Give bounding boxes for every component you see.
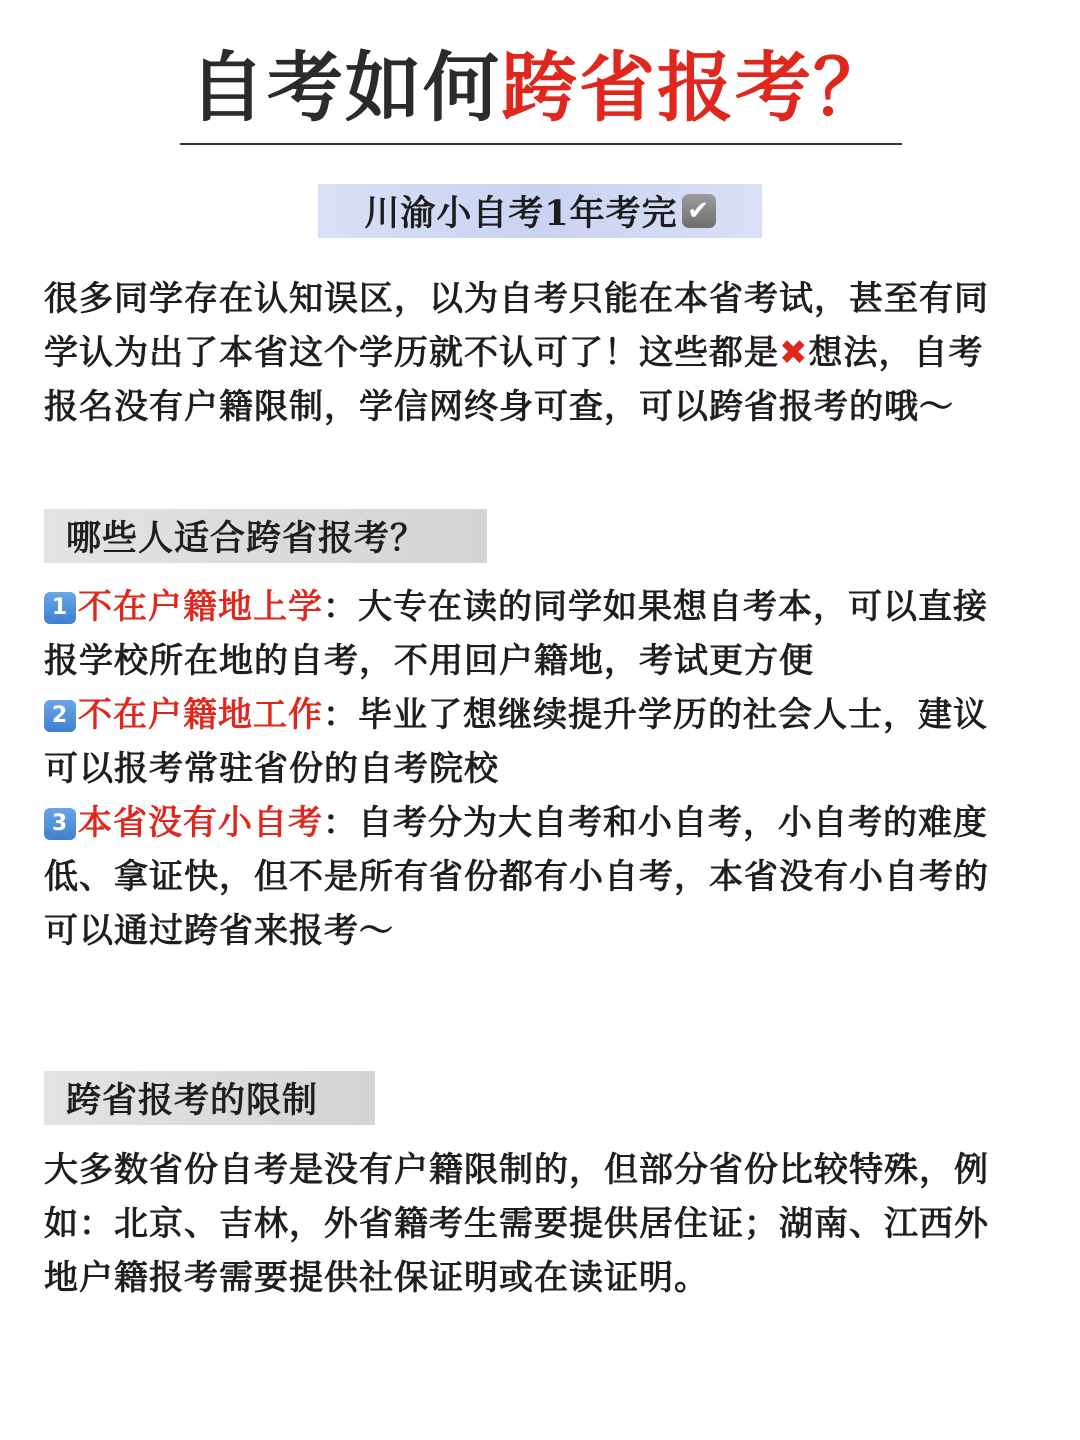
section-heading-who: 哪些人适合跨省报考？ bbox=[44, 509, 487, 563]
list-item-1-text: ：大专在读的同学如果想自考本，可以直接 bbox=[323, 587, 988, 627]
check-mark-icon: ✔ bbox=[682, 194, 716, 228]
intro-line-2 bbox=[44, 326, 1034, 380]
list-item-3-text: ：自考分为大自考和小自考，小自考的难度 bbox=[323, 803, 988, 843]
intro-line-2-after: 想法，自考 bbox=[808, 333, 984, 373]
list-item-1-line-1 bbox=[44, 580, 1034, 634]
subtitle-text: 川渝小自考1年考完 bbox=[364, 193, 678, 234]
list-item-3-line-1 bbox=[44, 796, 1034, 850]
list-item-1-line-2: 报学校所在地的自考，不用回户籍地，考试更方便 bbox=[44, 641, 814, 681]
section-heading-restrictions: 跨省报考的限制 bbox=[44, 1071, 375, 1125]
list-item-2-label: 不在户籍地工作 bbox=[78, 695, 323, 735]
subtitle-banner bbox=[318, 184, 762, 238]
intro-line-1: 很多同学存在认知误区，以为自考只能在本省考试，甚至有同 bbox=[44, 279, 989, 319]
list-item-2-text: ：毕业了想继续提升学历的社会人士，建议 bbox=[323, 695, 988, 735]
intro-line-2-before: 学认为出了本省这个学历就不认可了！这些都是 bbox=[44, 333, 779, 373]
number-3-icon: 3 bbox=[44, 808, 76, 840]
who-list bbox=[44, 580, 1034, 958]
restrictions-line-1: 大多数省份自考是没有户籍限制的，但部分省份比较特殊，例 bbox=[44, 1150, 989, 1190]
title-dark-part: 自考如何 bbox=[189, 43, 501, 132]
title-red-part: 跨省报考？ bbox=[501, 43, 891, 132]
list-item-3-line-3: 可以通过跨省来报考～ bbox=[44, 911, 394, 951]
intro-line-3: 报名没有户籍限制，学信网终身可查，可以跨省报考的哦～ bbox=[44, 387, 954, 427]
list-item-2-line-1 bbox=[44, 688, 1034, 742]
restrictions-paragraph bbox=[44, 1143, 1034, 1305]
list-item-1-label: 不在户籍地上学 bbox=[78, 587, 323, 627]
list-item-3-label: 本省没有小自考 bbox=[78, 803, 323, 843]
page-title bbox=[0, 34, 1080, 142]
title-divider bbox=[180, 143, 902, 145]
cross-mark-icon: ✖ bbox=[779, 333, 809, 373]
number-2-icon: 2 bbox=[44, 700, 76, 732]
restrictions-line-2: 如：北京、吉林，外省籍考生需要提供居住证；湖南、江西外 bbox=[44, 1204, 989, 1244]
list-item-3-line-2: 低、拿证快，但不是所有省份都有小自考，本省没有小自考的 bbox=[44, 857, 989, 897]
number-1-icon: 1 bbox=[44, 592, 76, 624]
intro-paragraph bbox=[44, 272, 1034, 434]
restrictions-line-3: 地户籍报考需要提供社保证明或在读证明。 bbox=[44, 1258, 709, 1298]
list-item-2-line-2: 可以报考常驻省份的自考院校 bbox=[44, 749, 499, 789]
